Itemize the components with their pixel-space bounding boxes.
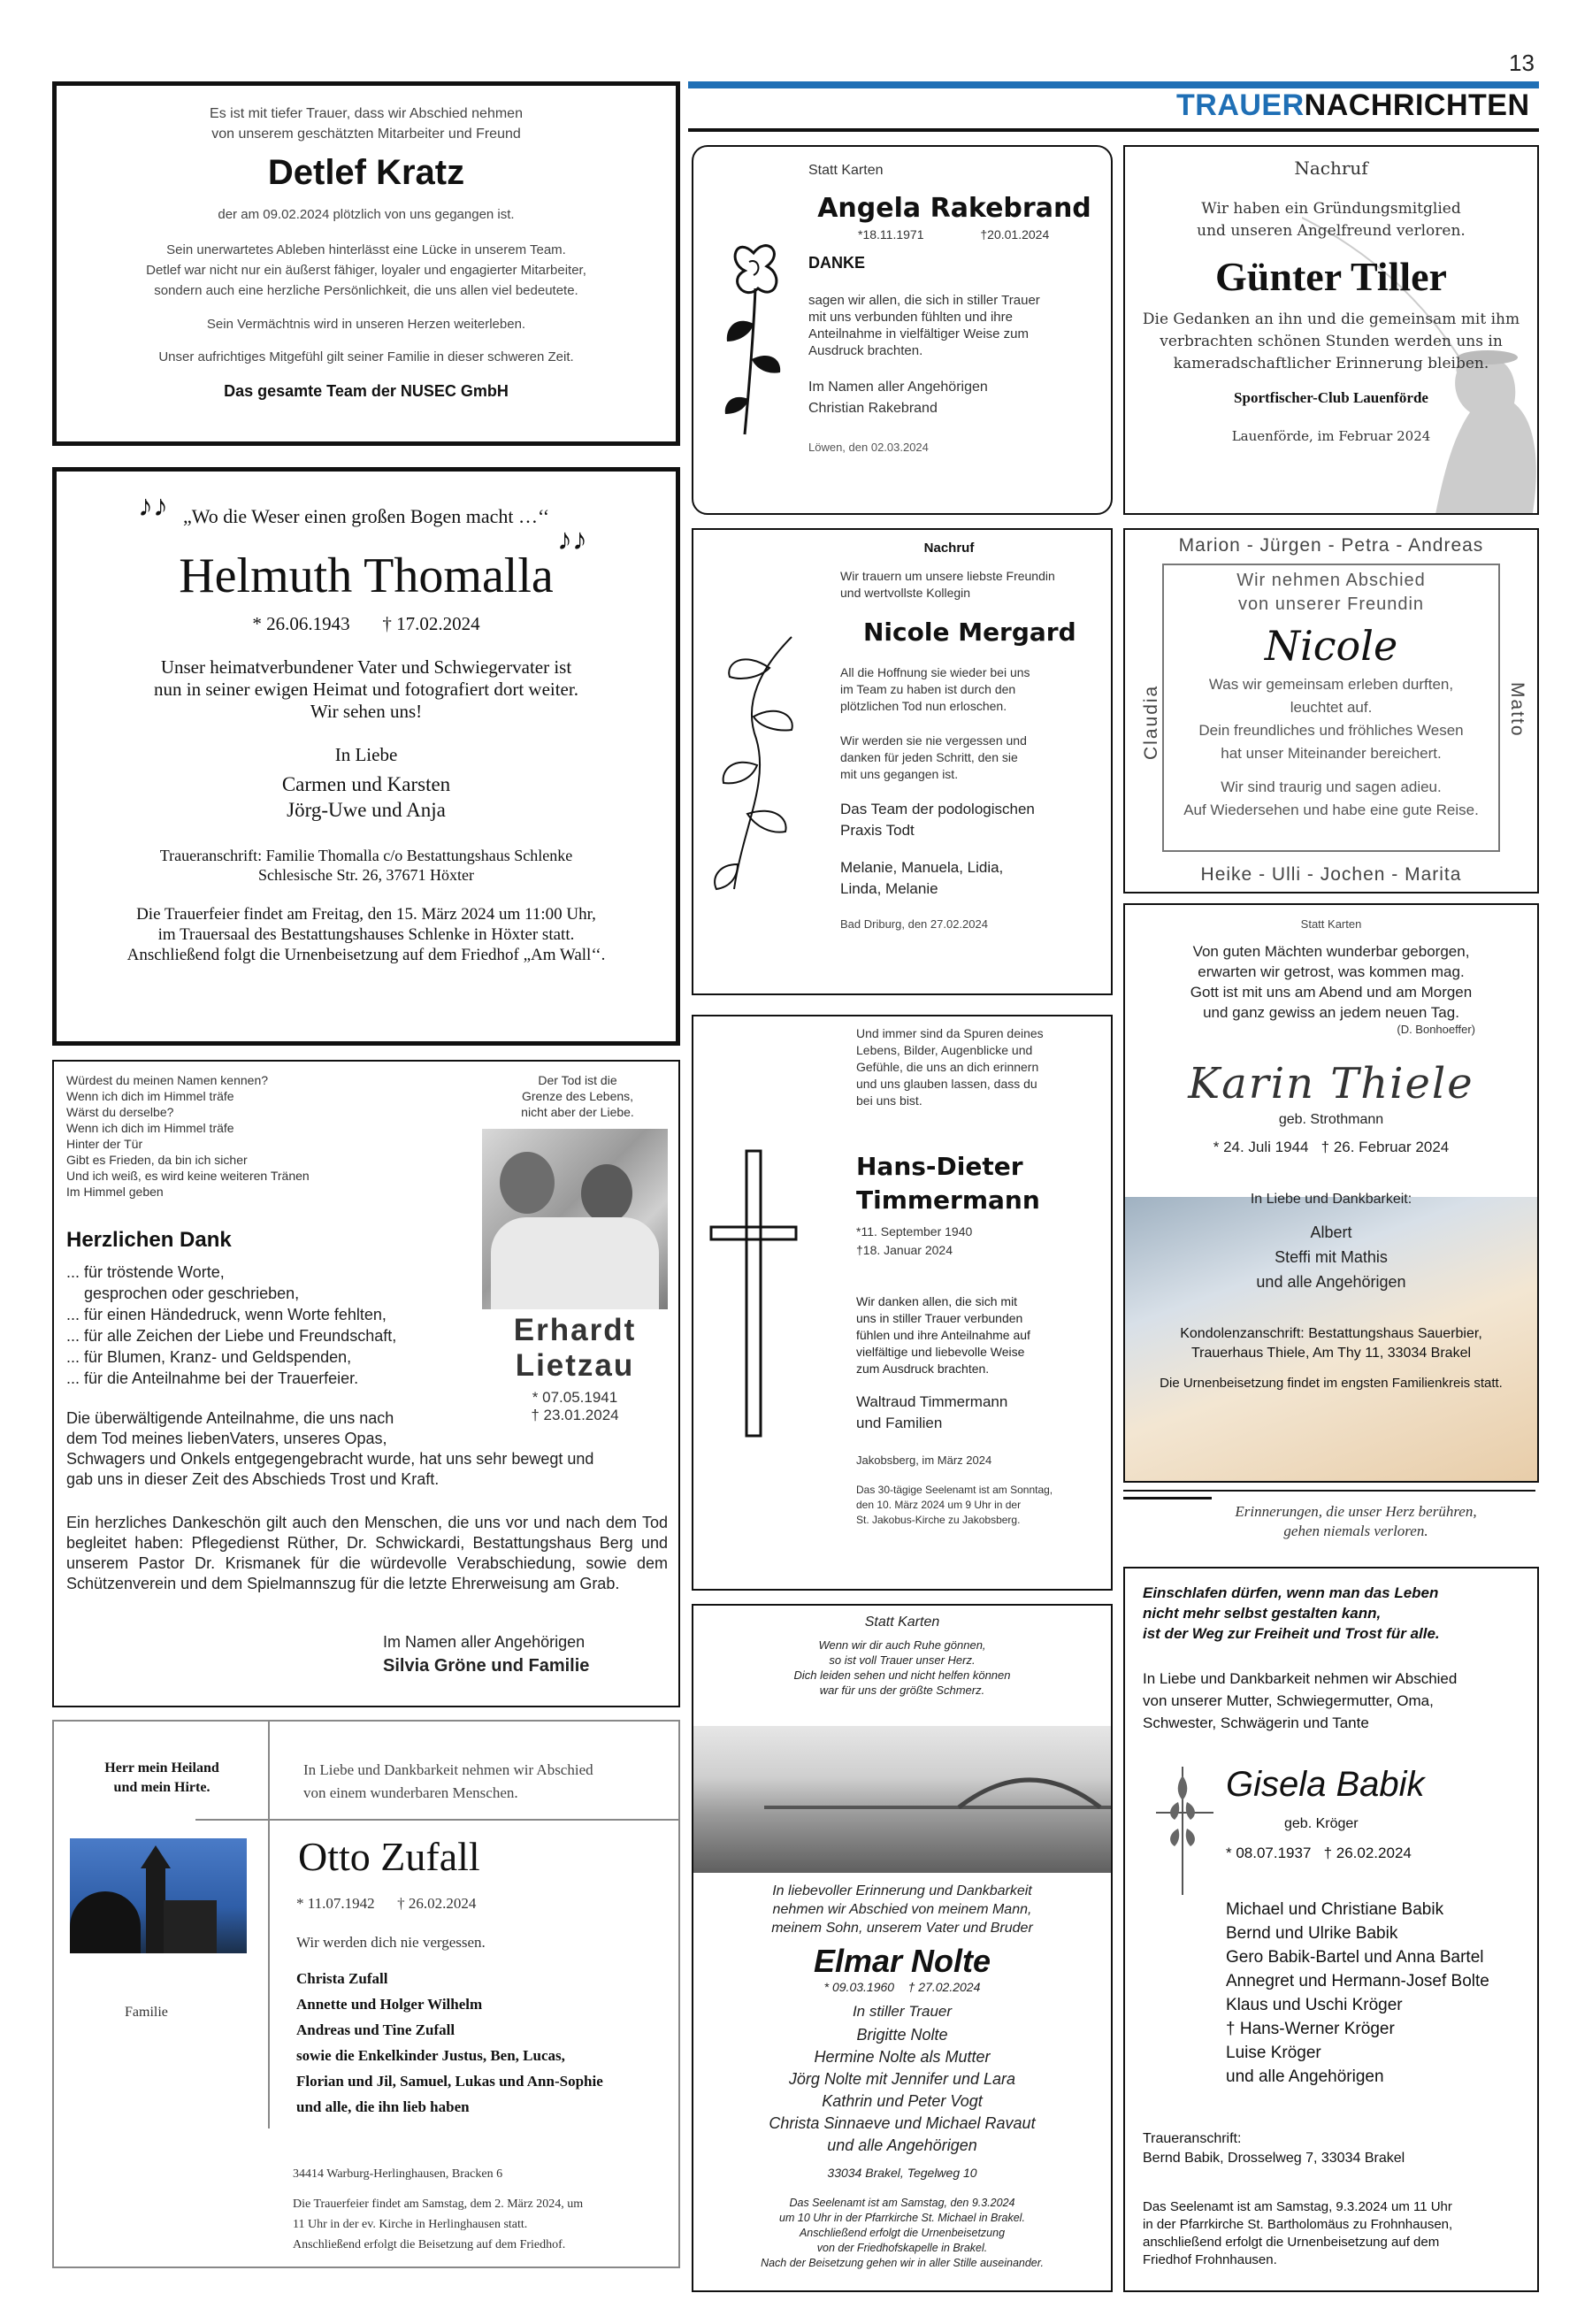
erinnerung-line-1 xyxy=(1123,1490,1535,1492)
thiele-name: Karin Thiele xyxy=(1188,1059,1474,1108)
notice-zufall xyxy=(52,1720,680,2268)
mergard-name: Nicole Mergard xyxy=(863,617,1076,647)
timmermann-dates: *11. September 1940 †18. Januar 2024 xyxy=(856,1224,973,1257)
nolte-name: Elmar Nolte xyxy=(813,1943,991,1979)
rakebrand-died: †20.01.2024 xyxy=(980,227,1050,242)
zufall-left-title: Herr mein Heiland und mein Hirte. xyxy=(104,1760,219,1795)
header-title-part1: TRAUER xyxy=(1176,88,1305,122)
mergard-team: Das Team der podologischen Praxis Todt xyxy=(840,801,1035,839)
lietzau-sig2: Silvia Gröne und Familie xyxy=(383,1656,590,1676)
mergard-names: Melanie, Manuela, Lidia, Linda, Melanie xyxy=(840,859,1004,897)
nicole-p1: Was wir gemeinsam erleben durften, leuchtet auf. Dein freundliches und fröhliches Wesen hat unser Miteinander bereichert. xyxy=(1198,676,1464,762)
nolte-intro: In liebevoller Erinnerung und Dankbarkeit nehmen wir Abschied von meinem Mann, meinem Sohn, unserem Vater und Bruder xyxy=(771,1883,1033,1936)
zufall-cross-horizontal xyxy=(195,1819,680,1821)
tree-silhouette xyxy=(70,1891,141,1953)
nicole-left-name: Claudia xyxy=(1141,684,1161,760)
thiele-address: Kondolenzanschrift: Bestattungshaus Sauerbier, Trauerhaus Thiele, Am Thy 11, 33034 Brakel xyxy=(1180,1326,1482,1361)
rakebrand-text: sagen wir allen, die sich in stiller Trauer mit uns verbunden fühlten und ihre Anteilnahme in vielfältiger Weise zum Ausdruck brachten. xyxy=(808,293,1040,358)
mergard-p2: Wir werden sie nie vergessen und danken für jeden Schritt, den sie mit uns gegangen ist. xyxy=(840,733,1027,781)
babik-intro: In Liebe und Dankbarkeit nehmen wir Abschied von unserer Mutter, Schwiegermutter, Oma, Schwester, Schwägerin und Tante xyxy=(1143,1670,1458,1731)
lietzau-sig1: Im Namen aller Angehörigen xyxy=(383,1633,586,1651)
nicole-p2: Wir sind traurig und sagen adieu. Auf Wiedersehen und habe eine gute Reise. xyxy=(1183,779,1479,818)
kratz-date-line: der am 09.02.2024 plötzlich von uns gegangen ist. xyxy=(218,207,515,222)
tiller-place: Lauenförde, im Februar 2024 xyxy=(1231,428,1431,444)
nolte-pre: Statt Karten xyxy=(864,1615,940,1630)
tiller-intro: Wir haben ein Gründungsmitglied und unseren Angelfreund verloren. xyxy=(1197,200,1466,240)
thiele-nee: geb. Strothmann xyxy=(1278,1112,1384,1127)
tiller-text: Die Gedanken an ihn und die gemeinsam mit ihm verbrachten schönen Stunden werden uns in kameradschaftlicher Erinnerung bleiben. xyxy=(1142,311,1520,372)
nicole-right-name: Matto xyxy=(1507,682,1527,738)
zufall-funeral: Die Trauerfeier findet am Samstag, dem 2. März 2024, um 11 Uhr in der ev. Kirche in Herlinghausen statt. Anschließend erfolgt die Beisetzung auf dem Friedhof. xyxy=(293,2197,584,2251)
zufall-cross-vertical xyxy=(268,1722,270,2128)
babik-dates: * 08.07.1937 † 26.02.2024 xyxy=(1226,1845,1412,1861)
mergard-place: Bad Driburg, den 27.02.2024 xyxy=(840,917,988,931)
header-title xyxy=(1176,88,1530,123)
nicole-intro: Wir nehmen Abschied von unserer Freundin xyxy=(1236,571,1426,614)
zufall-family: Christa Zufall Annette und Holger Wilhelm Andreas und Tine Zufall sowie die Enkelkinder Justus, Ben, Lucas, Florian und Jil, Samuel, Lukas und Ann-Sophie und alle, die ihn lieb haben xyxy=(296,1970,603,2115)
timmermann-place: Jakobsberg, im März 2024 xyxy=(856,1453,992,1467)
zufall-never: Wir werden dich nie vergessen. xyxy=(296,1934,486,1951)
mergard-heading: Nachruf xyxy=(923,541,975,556)
notice-tiller xyxy=(1123,145,1539,515)
music-notes-icon-right: ♪♪ xyxy=(557,523,587,556)
zufall-name: Otto Zufall xyxy=(298,1834,480,1879)
rakebrand-danke: DANKE xyxy=(808,254,866,272)
zufall-intro: In Liebe und Dankbarkeit nehmen wir Abschied von einem wunderbaren Menschen. xyxy=(303,1761,593,1801)
lietzau-p2: Ein herzliches Dankeschön gilt auch den Menschen, die uns vor und nach dem Tod begleitet haben: Pflegedienst Rüther, Dr. Schwickardi, Bestattungshaus Berg und unserem Pastor Dr. Krismanek für die würdevolle Verabschiedung, sowie dem Schützenverein und dem Spielmannszug für die letzte Ehrerweisung am Grab. xyxy=(66,1514,668,1592)
cross-icon xyxy=(708,1147,800,1439)
thiele-urn: Die Urnenbeisetzung findet im engsten Familienkreis statt. xyxy=(1160,1376,1503,1391)
nolte-address: 33034 Brakel, Tegelweg 10 xyxy=(827,2166,977,2180)
nicole-inner-frame xyxy=(1162,564,1500,852)
nolte-landscape-photo xyxy=(693,1726,1111,1873)
photo-person-right xyxy=(581,1164,632,1223)
notice-timmermann xyxy=(692,1015,1113,1591)
lietzau-photo xyxy=(482,1129,668,1309)
notice-nolte xyxy=(692,1604,1113,2292)
nicole-top-names: Marion - Jürgen - Petra - Andreas xyxy=(1178,535,1484,556)
church-tower xyxy=(146,1865,165,1953)
kratz-paragraph-3: Unser aufrichtiges Mitgefühl gilt seiner Familie in dieser schweren Zeit. xyxy=(158,349,574,364)
church-nave xyxy=(164,1900,217,1953)
lietzau-heading: Herzlichen Dank xyxy=(66,1228,232,1252)
kratz-intro: Es ist mit tiefer Trauer, dass wir Abschied nehmen von unserem geschätzten Mitarbeiter und Freund xyxy=(210,106,523,142)
nicole-bottom-names: Heike - Ulli - Jochen - Marita xyxy=(1200,864,1462,885)
babik-nee: geb. Kröger xyxy=(1284,1816,1359,1831)
wheat-cross-icon xyxy=(1143,1758,1222,1899)
erinnerung-line-2 xyxy=(1123,1497,1212,1499)
thiele-inliebe: In Liebe und Dankbarkeit: xyxy=(1250,1192,1412,1207)
lietzau-list: ... für tröstende Worte, gesprochen oder geschrieben, ... für einen Händedruck, wenn Worte fehlten, ... für alle Zeichen der Liebe und Freundschaft, ... für Blumen, Kranz- und Geldspenden, ... für die Anteilnahme bei der Trauerfeier. xyxy=(66,1263,397,1387)
notice-nicole xyxy=(1123,528,1539,894)
nolte-dates: * 09.03.1960 † 27.02.2024 xyxy=(823,1980,981,1994)
erinnerung-text: Erinnerungen, die unser Herz berühren, gehen niemals verloren. xyxy=(1235,1503,1477,1539)
tiller-club: Sportfischer-Club Lauenförde xyxy=(1234,389,1428,406)
rakebrand-pre: Statt Karten xyxy=(808,163,884,178)
thomalla-text: Unser heimatverbundener Vater und Schwiegervater ist nun in seiner ewigen Heimat und fotografiert dort weiter. Wir sehen uns! xyxy=(154,656,578,722)
lietzau-dates: * 07.05.1941 † 23.01.2024 xyxy=(531,1389,619,1423)
header-title-part2: NACHRICHTEN xyxy=(1304,88,1530,122)
babik-address: Traueranschrift: Bernd Babik, Drosselweg 7, 33034 Brakel xyxy=(1143,2131,1405,2166)
nolte-poem: Wenn wir dir auch Ruhe gönnen, so ist voll Trauer unser Herz. Dich leiden sehen und nicht helfen können war für uns der größte Schmerz. xyxy=(793,1638,1011,1697)
zufall-address: 34414 Warburg-Herlinghausen, Bracken 6 xyxy=(293,2167,503,2181)
mergard-p1: All die Hoffnung sie wieder bei uns im Team zu haben ist durch den plötzlichen Tod nun erloschen. xyxy=(840,665,1030,713)
thiele-pre: Statt Karten xyxy=(1300,917,1362,931)
thomalla-quote: „Wo die Weser einen großen Bogen macht …‘‘ xyxy=(182,505,550,527)
photo-person-left xyxy=(500,1152,555,1214)
kratz-paragraph-1: Sein unerwartetes Ableben hinterlässt eine Lücke in unserem Team. Detlef war nicht nur ein äußerst fähiger, loyaler und engagierter Mitarbeiter, sondern auch eine herzliche Persönlichkeit, die uns allen viel bedeutete. xyxy=(146,242,586,298)
thiele-author: (D. Bonhoeffer) xyxy=(1397,1023,1475,1036)
thomalla-name: Helmuth Thomalla xyxy=(179,548,554,603)
babik-quote: Einschlafen dürfen, wenn man das Leben nicht mehr selbst gestalten kann, ist der Weg zur Freiheit und Trost für alle. xyxy=(1143,1584,1440,1642)
kratz-signature: Das gesamte Team der NUSEC GmbH xyxy=(224,382,509,400)
lietzau-name: Erhardt Lietzau xyxy=(513,1313,637,1383)
nolte-mass: Das Seelenamt ist am Samstag, den 9.3.2024 um 10 Uhr in der Pfarrkirche St. Michael in Brakel. Anschließend erfolgt die Urnenbeisetzung von der Friedhofskapelle in Brakel. Nach der Beisetzung gehen wir in aller Stille auseinander. xyxy=(761,2197,1044,2269)
timmermann-family: Waltraud Timmermann und Familien xyxy=(856,1393,1008,1431)
notice-thiele xyxy=(1123,903,1539,1483)
babik-name: Gisela Babik xyxy=(1226,1765,1425,1804)
babik-mass: Das Seelenamt ist am Samstag, 9.3.2024 um 11 Uhr in der Pfarrkirche St. Bartholomäus zu Frohnhausen, anschließend erfolgt die Urnenbeisetzung auf dem Friedhof Frohnhausen. xyxy=(1143,2199,1453,2267)
nicole-name: Nicole xyxy=(1264,622,1398,670)
babik-family: Michael und Christiane Babik Bernd und Ulrike Babik Gero Babik-Bartel und Anna Bartel Annegret und Hermann-Josef Bolte Klaus und Uschi Kröger † Hans-Werner Kröger Luise Kröger und alle Angehörigen xyxy=(1226,1900,1489,2086)
rakebrand-signature: Im Namen aller Angehörigen Christian Rakebrand xyxy=(808,380,988,416)
timmermann-name: Hans-Dieter Timmermann xyxy=(856,1152,1040,1215)
lietzau-p1: Die überwältigende Anteilnahme, die uns nach dem Tod meines liebenVaters, unseres Opas, Schwagers und Onkels entgegengebracht wurde, hat uns sehr bewegt und gab uns in dieser Zeit des Abschieds Trost und Kraft. xyxy=(66,1409,594,1488)
thiele-dates: * 24. Juli 1944 † 26. Februar 2024 xyxy=(1213,1139,1450,1155)
tiller-name: Günter Tiller xyxy=(1215,254,1447,299)
timmermann-intro: Und immer sind da Spuren deines Lebens, Bilder, Augenblicke und Gefühle, die uns an dich erinnern und uns glauben lassen, dass du bei uns bist. xyxy=(856,1026,1044,1108)
notice-babik xyxy=(1123,1567,1539,2292)
zufall-dates: * 11.07.1942 † 26.02.2024 xyxy=(296,1895,477,1912)
rakebrand-born: *18.11.1971 xyxy=(858,227,924,242)
nolte-family: Brigitte Nolte Hermine Nolte als Mutter Jörg Nolte mit Jennifer und Lara Kathrin und Peter Vogt Christa Sinnaeve und Michael Ravaut und alle Angehörigen xyxy=(769,2026,1036,2154)
rakebrand-dates xyxy=(808,227,1100,242)
photo-bodies xyxy=(491,1217,659,1309)
notice-rakebrand xyxy=(692,145,1113,515)
rakebrand-place: Löwen, den 02.03.2024 xyxy=(808,441,929,454)
mergard-intro: Wir trauern um unsere liebste Freundin und wertvollste Kollegin xyxy=(840,569,1055,600)
notice-thomalla xyxy=(52,467,680,1046)
bridge-icon xyxy=(764,1761,1111,1823)
music-notes-icon: ♪♪ xyxy=(138,489,168,523)
thiele-poem: Von guten Mächten wunderbar geborgen, erwarten wir getrost, was kommen mag. Gott ist mit uns am Abend und am Morgen und ganz gewiss an jedem neuen Tag. xyxy=(1190,943,1473,1021)
zufall-family-label: Familie xyxy=(125,2005,168,2020)
vine-leaves-icon xyxy=(708,633,805,898)
thomalla-family: Carmen und Karsten Jörg-Uwe und Anja xyxy=(281,773,451,821)
kratz-name: Detlef Kratz xyxy=(267,153,465,192)
header-bar xyxy=(688,81,1539,88)
header-underline xyxy=(688,128,1539,132)
notice-mergard xyxy=(692,528,1113,995)
lietzau-poem: Würdest du meinen Namen kennen? Wenn ich dich im Himmel träfe Wärst du derselbe? Wenn ich dich im Himmel träfe Hinter der Tür Gibt es Frieden, da bin ich sicher Und ich weiß, es wird keine weiteren Tränen Im Himmel geben xyxy=(66,1073,310,1199)
lietzau-quote: Der Tod ist die Grenze des Lebens, nicht aber der Liebe. xyxy=(521,1073,634,1119)
notice-kratz xyxy=(52,81,680,446)
thomalla-inliebe: In Liebe xyxy=(334,744,398,765)
kratz-paragraph-2: Sein Vermächtnis wird in unseren Herzen weiterleben. xyxy=(206,317,526,332)
zufall-church-photo xyxy=(70,1838,247,1953)
thomalla-funeral: Die Trauerfeier findet am Freitag, den 15. März 2024 um 11:00 Uhr, im Trauersaal des Bestattungshauses Schlenke in Höxter statt. Anschließend folgt die Urnenbeisetzung auf dem Friedhof „Am Wall‘‘. xyxy=(126,905,606,964)
thomalla-address: Traueranschrift: Familie Thomalla c/o Bestattungshaus Schlenke Schlesische Str. 26, 37671 Höxter xyxy=(159,847,573,884)
thiele-family: Albert Steffi mit Mathis und alle Angehörigen xyxy=(1256,1223,1406,1291)
page-number: 13 xyxy=(1509,50,1535,76)
rose-icon xyxy=(718,226,791,439)
timmermann-text: Wir danken allen, die sich mit uns in stiller Trauer verbunden fühlen und ihre Anteilnahme auf vielfältige und liebevolle Weise zum Ausdruck brachten. xyxy=(856,1294,1030,1376)
church-spire xyxy=(141,1845,171,1868)
timmermann-mass: Das 30-tägige Seelenamt ist am Sonntag, den 10. März 2024 um 9 Uhr in der St. Jakobus-Kirche zu Jakobsberg. xyxy=(856,1484,1053,1526)
tiller-heading: Nachruf xyxy=(1294,157,1368,179)
rakebrand-name: Angela Rakebrand xyxy=(817,193,1091,224)
nolte-instill: In stiller Trauer xyxy=(852,2003,953,2020)
thomalla-dates: * 26.06.1943 † 17.02.2024 xyxy=(252,613,480,634)
erinnerung-strip xyxy=(1123,1484,1539,1546)
notice-lietzau xyxy=(52,1060,680,1707)
